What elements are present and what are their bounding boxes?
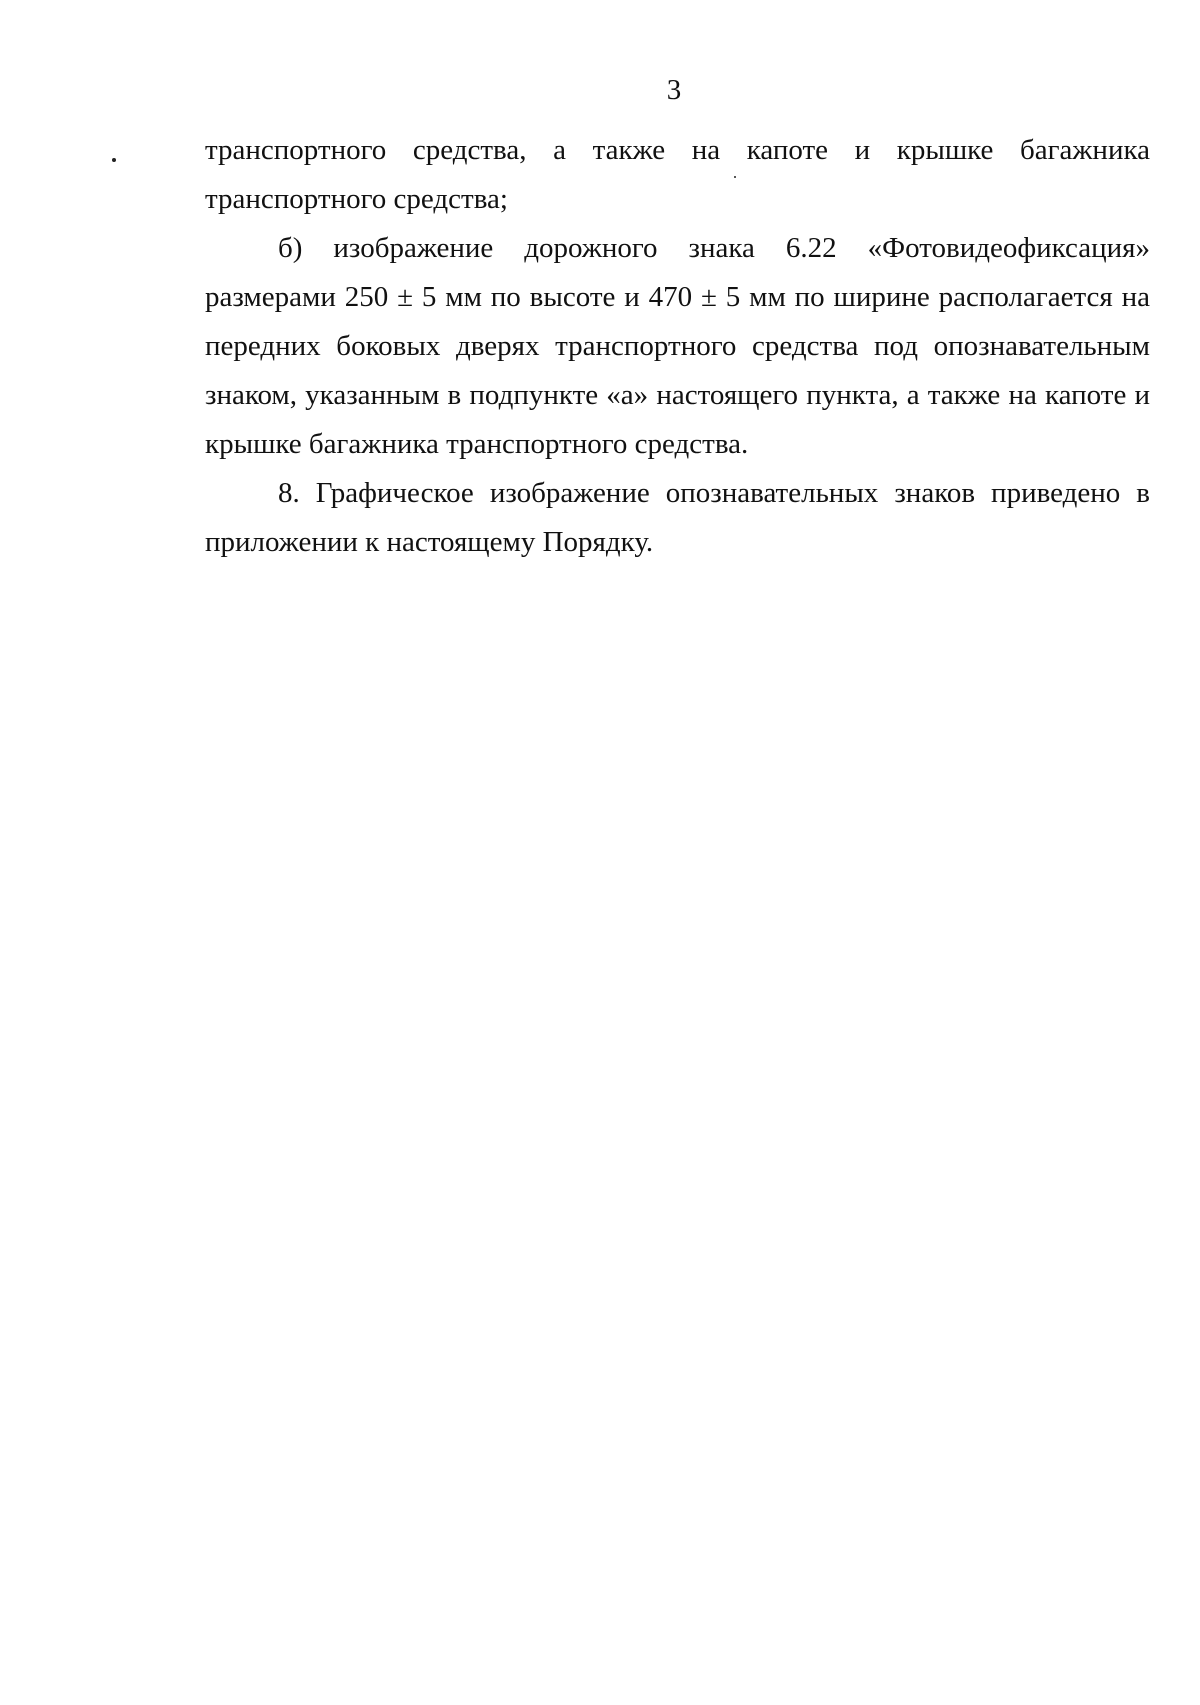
paragraph-continuation: транспортного средства, а также на капоте и крышке багажника транспортного средства;: [205, 134, 1150, 215]
paragraph-item-8: 8. Графическое изображение опознавательных знаков приведено в приложении к настоящему Порядку.: [205, 477, 1150, 558]
page-number: 3: [666, 74, 682, 106]
document-body: [205, 126, 1150, 567]
scan-speck: [112, 158, 116, 162]
paragraph-subitem-b: б) изображение дорожного знака 6.22 «Фотовидеофиксация» размерами 250 ± 5 мм по высоте и 470 ± 5 мм по ширине располагается на передних боковых дверях транспортного средства под опознавательным знаком, указанным в подпункте «а» настоящего пункта, а также на капоте и крышке багажника транспортного средства.: [205, 232, 1150, 460]
